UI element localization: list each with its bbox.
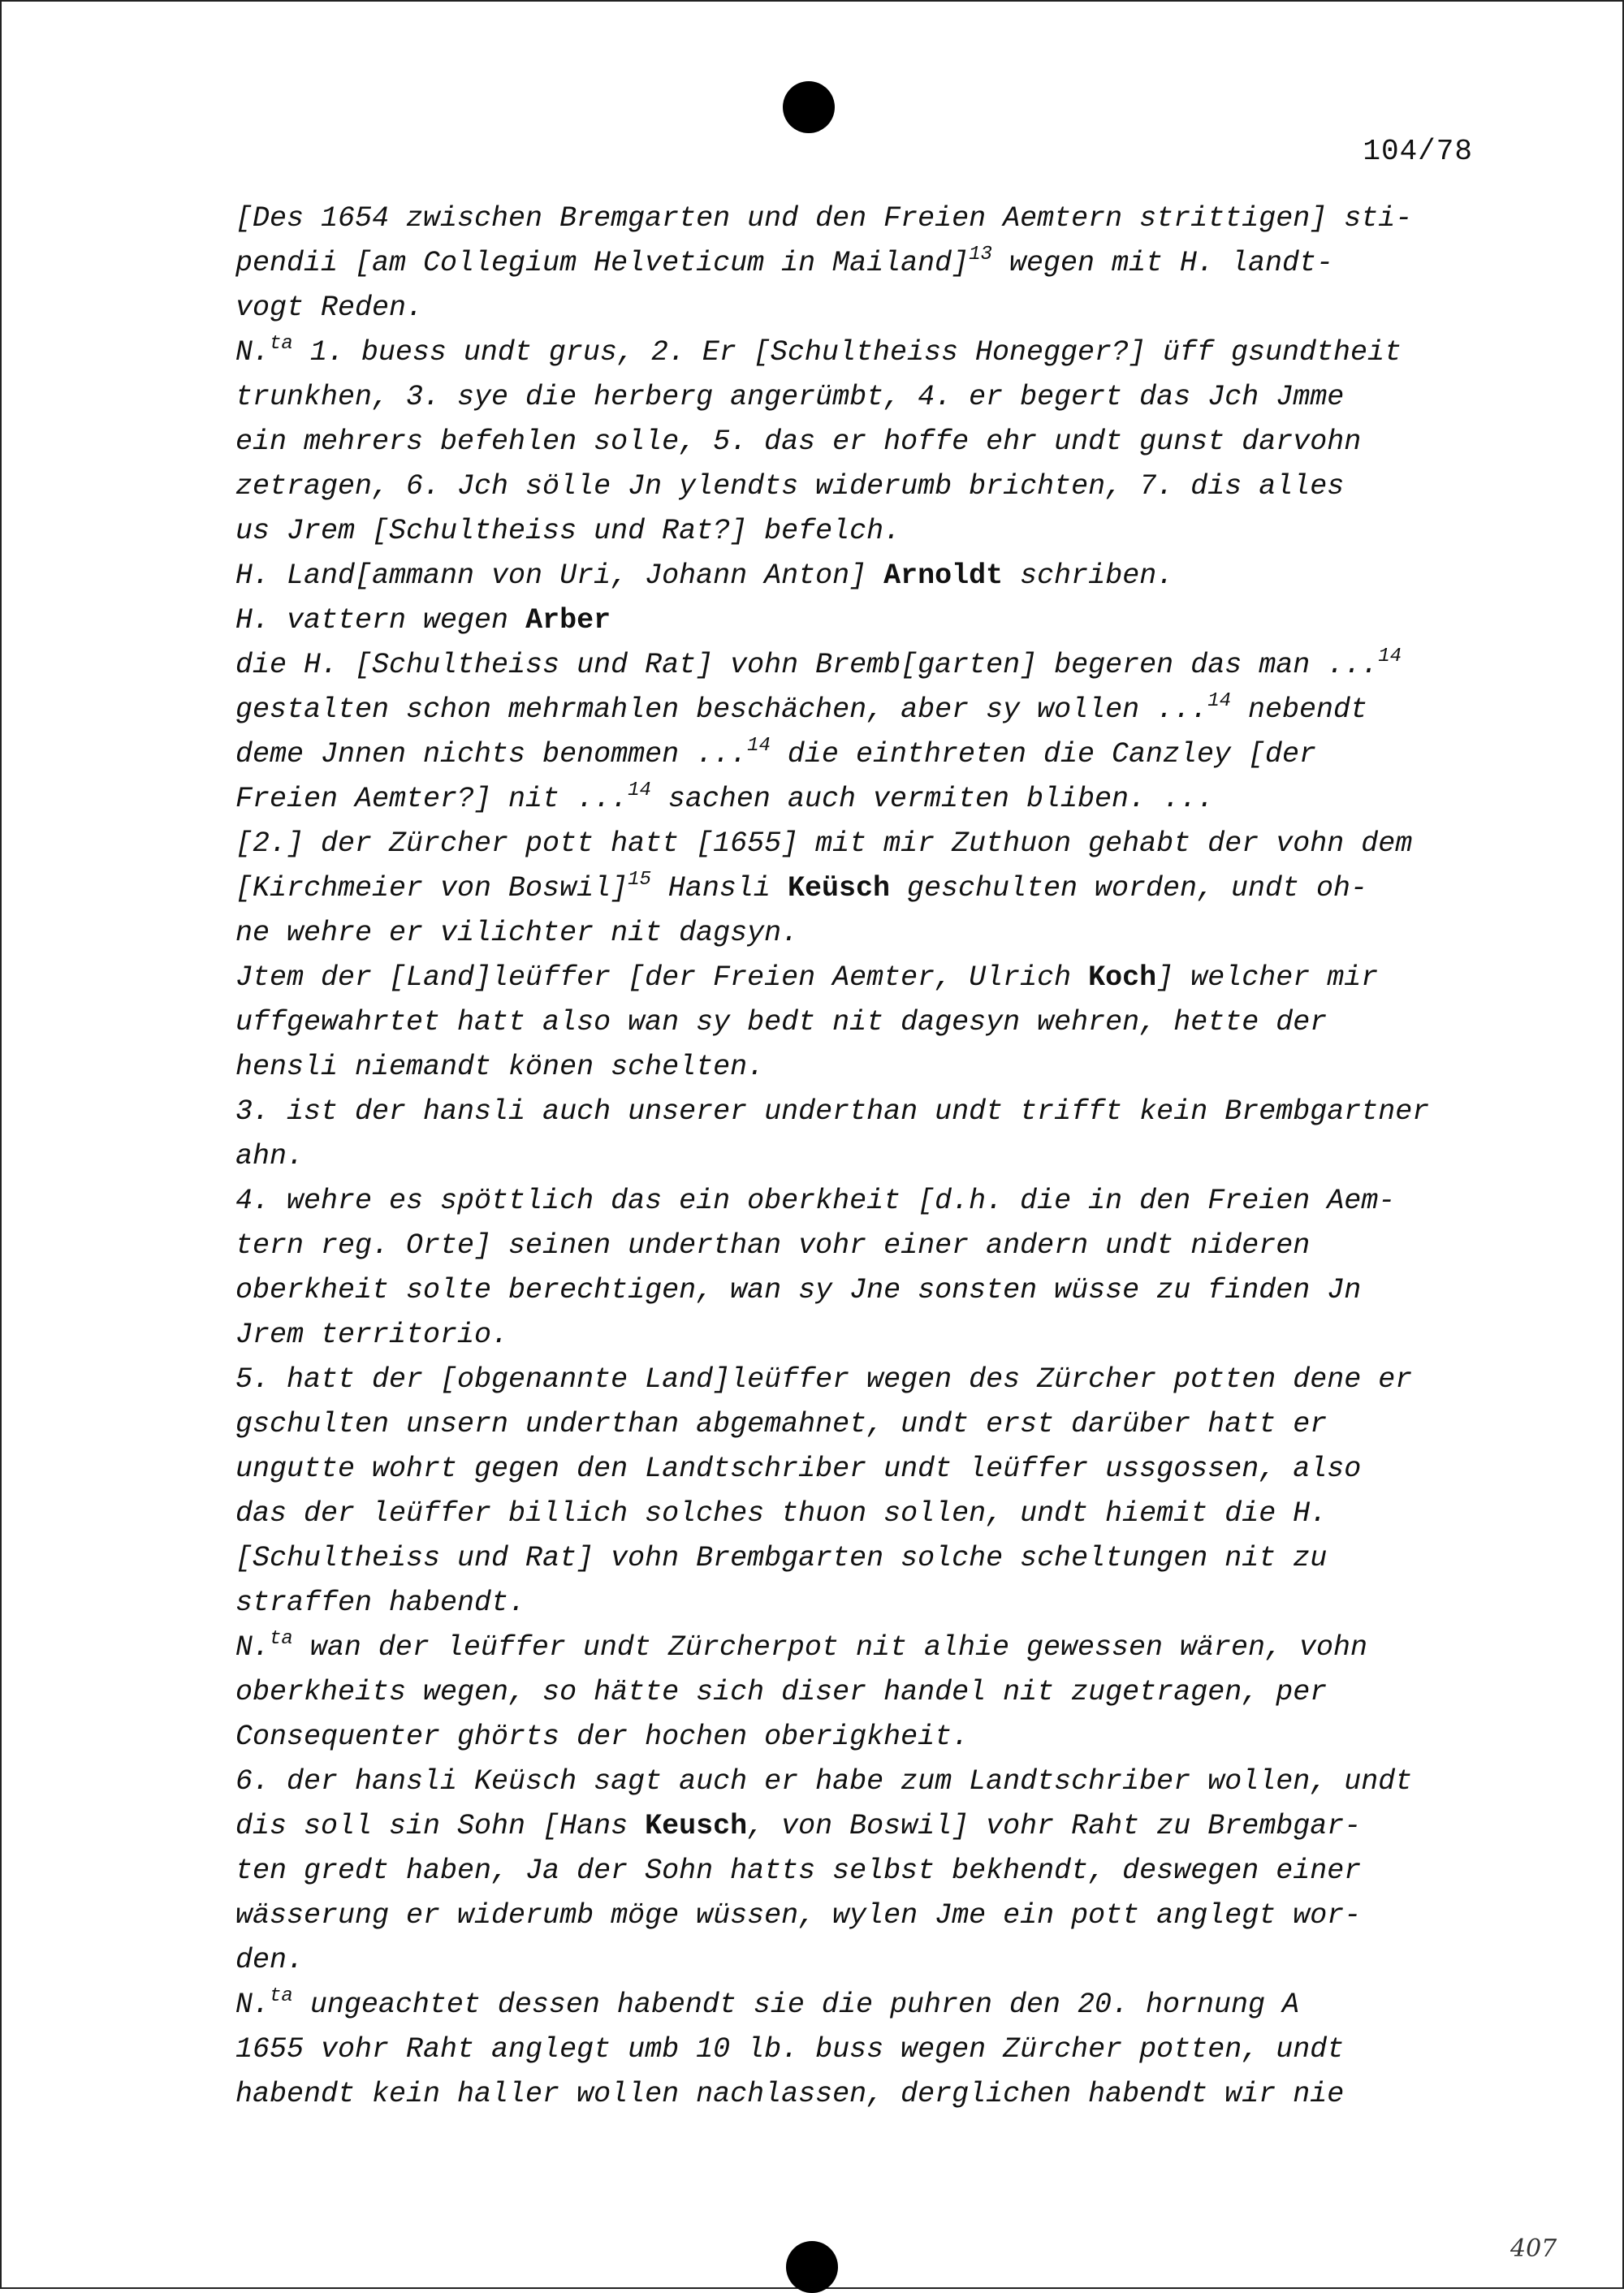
page-reference: 104/78 [1363, 135, 1473, 168]
text-line: die H. [Schultheiss und Rat] vohn Bremb[garten] begeren das man ...$^{14}$ [235, 646, 1402, 681]
handwritten-page-number: 407 [1510, 2235, 1557, 2263]
text-line: gestalten schon mehrmahlen beschächen, aber sy wollen ...$^{14}$ nebendt [235, 690, 1368, 726]
text-line: wässerung er widerumb möge wüssen, wylen Jme ein pott anglegt wor- [235, 1899, 1362, 1932]
punch-hole-top [783, 81, 835, 133]
text-line: Jtem der [Land]leüffer [der Freien Aemter, Ulrich Koch] welcher mir [235, 961, 1379, 994]
text-line: Freien Aemter?] nit ...$^{14}$ sachen auch vermiten bliben. ... [235, 779, 1215, 815]
text-line: ne wehre er vilichter nit dagsyn. [235, 917, 799, 949]
superscript: ta [270, 1628, 293, 1650]
footnote-ref: 14 [628, 779, 651, 801]
text-line: deme Jnnen nichts benommen ...$^{14}$ die einthreten die Canzley [der [235, 735, 1317, 771]
text-line: [Des 1654 zwischen Bremgarten und den Freien Aemtern strittigen] sti- [235, 202, 1413, 235]
text-line: zetragen, 6. Jch sölle Jn ylendts widerumb brichten, 7. dis alles [235, 470, 1345, 503]
text-line: 1655 vohr Raht anglegt umb 10 lb. buss wegen Zürcher potten, undt [235, 2033, 1345, 2066]
text-line: N.$^{ta}$ 1. buess undt grus, 2. Er [Schultheiss Honegger?] üff gsundtheit [235, 333, 1402, 369]
text-line: trunkhen, 3. sye die herberg angerümbt, 4. er begert das Jch Jmme [235, 381, 1345, 413]
text-line: [Kirchmeier von Boswil]$^{15}$ Hansli Keüsch geschulten worden, undt oh- [235, 869, 1368, 905]
bold-name: Koch [1088, 961, 1157, 994]
entry-heading [235, 196, 1502, 330]
bold-name: Keusch [645, 1810, 748, 1842]
text-line: 4. wehre es spöttlich das ein oberkheit [d.h. die in den Freien Aem- [235, 1185, 1396, 1217]
entry-landammann [235, 554, 1502, 598]
bold-name: Keüsch [787, 872, 890, 905]
entry-bremgarten [235, 643, 1502, 822]
text-line: [Schultheiss und Rat] vohn Brembgarten solche scheltungen nit zu [235, 1542, 1328, 1574]
text-line: tern reg. Orte] seinen underthan vohr einer andern undt nideren [235, 1229, 1311, 1262]
text-line: vogt Reden. [235, 291, 424, 324]
text-line: hensli niemandt könen schelten. [235, 1051, 765, 1083]
entry-nota-1 [235, 330, 1502, 554]
footnote-ref: 13 [969, 244, 992, 266]
entry-point-4 [235, 1179, 1502, 1358]
footnote-ref: 14 [1207, 690, 1232, 712]
text-line: N.$^{ta}$ ungeachtet dessen habendt sie die puhren den 20. hornung A [235, 1985, 1300, 2021]
document-body [235, 196, 1502, 2117]
entry-point-5 [235, 1358, 1502, 1760]
text-line: straffen habendt. [235, 1587, 526, 1619]
text-line: H. Land[ammann von Uri, Johann Anton] Arnoldt schriben. [235, 559, 1174, 592]
text-line: 3. ist der hansli auch unserer underthan undt trifft kein Brembgartner [235, 1095, 1430, 1128]
superscript: ta [270, 1985, 293, 2007]
text-line: ungutte wohrt gegen den Landtschriber undt leüffer ussgossen, also [235, 1453, 1362, 1485]
text-line: us Jrem [Schultheiss und Rat?] befelch. [235, 515, 901, 547]
text-line: H. vattern wegen Arber [235, 604, 611, 637]
text-line: den. [235, 1944, 304, 1976]
entry-point-2 [235, 822, 1502, 1090]
text-line: ahn. [235, 1140, 304, 1172]
text-line: [2.] der Zürcher pott hatt [1655] mit mir Zuthuon gehabt der vohn dem [235, 827, 1413, 860]
superscript: ta [270, 333, 293, 355]
bold-name: Arber [525, 604, 611, 637]
entry-point-6 [235, 1760, 1502, 2117]
punch-hole-bottom [786, 2241, 838, 2293]
text-line: habendt kein haller wollen nachlassen, derglichen habendt wir nie [235, 2078, 1345, 2110]
footnote-ref: 15 [628, 869, 651, 891]
text-line: 5. hatt der [obgenannte Land]leüffer wegen des Zürcher potten dene er [235, 1363, 1413, 1396]
text-line: uffgewahrtet hatt also wan sy bedt nit dagesyn wehren, hette der [235, 1006, 1328, 1039]
text-line: das der leüffer billich solches thuon sollen, undt hiemit die H. [235, 1497, 1328, 1530]
text-line: Jrem territorio. [235, 1319, 509, 1351]
text-line: ein mehrers befehlen solle, 5. das er hoffe ehr undt gunst darvohn [235, 425, 1362, 458]
entry-point-3 [235, 1090, 1502, 1179]
text-line: dis soll sin Sohn [Hans Keusch, von Boswil] vohr Raht zu Brembgar- [235, 1810, 1362, 1842]
text-line: pendii [am Collegium Helveticum in Mailand]$^{13}$ wegen mit H. landt- [235, 244, 1334, 279]
text-line: gschulten unsern underthan abgemahnet, undt erst darüber hatt er [235, 1408, 1328, 1440]
text-line: 6. der hansli Keüsch sagt auch er habe zum Landtschriber wollen, undt [235, 1765, 1413, 1798]
bold-name: Arnoldt [883, 559, 1004, 592]
text-line: Consequenter ghörts der hochen oberigkheit. [235, 1721, 970, 1753]
entry-vattern [235, 598, 1502, 643]
footnote-ref: 14 [747, 735, 771, 757]
text-line: N.$^{ta}$ wan der leüffer undt Zürcherpot nit alhie gewessen wären, vohn [235, 1628, 1368, 1664]
footnote-ref: 14 [1378, 646, 1402, 667]
text-line: oberkheits wegen, so hätte sich diser handel nit zugetragen, per [235, 1676, 1328, 1708]
text-line: oberkheit solte berechtigen, wan sy Jne sonsten wüsse zu finden Jn [235, 1274, 1362, 1306]
text-line: ten gredt haben, Ja der Sohn hatts selbst bekhendt, deswegen einer [235, 1855, 1362, 1887]
